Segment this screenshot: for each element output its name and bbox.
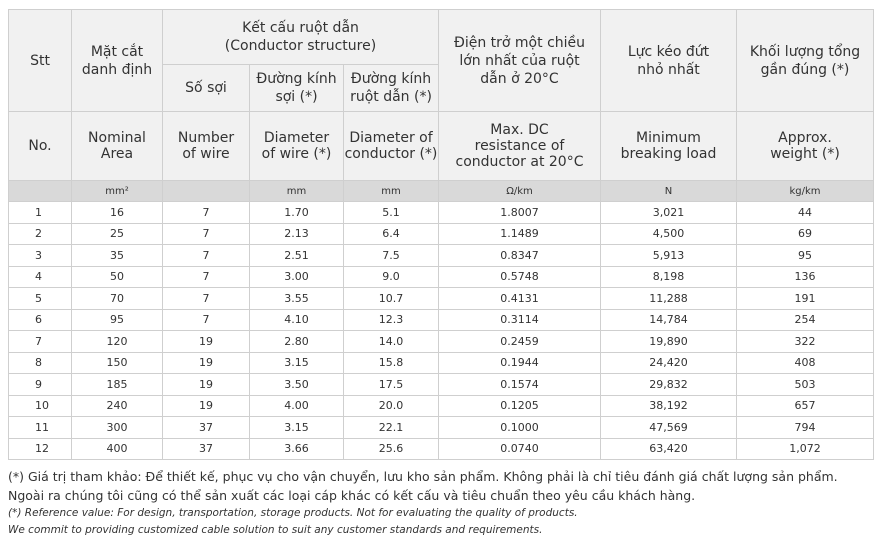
table-row xyxy=(9,309,874,331)
cell-weight: 1,072 xyxy=(737,438,874,460)
header-no-en: No. xyxy=(9,112,72,181)
cell-weight: 657 xyxy=(737,395,874,417)
cell-resistance: 0.1944 xyxy=(439,352,601,374)
cell-wires: 7 xyxy=(163,266,250,288)
cell-area: 35 xyxy=(72,245,163,267)
cell-resistance: 0.4131 xyxy=(439,288,601,310)
cell-no: 10 xyxy=(9,395,72,417)
table-row xyxy=(9,202,874,224)
units-row xyxy=(9,181,874,202)
header-stt: Stt xyxy=(9,10,72,112)
cell-area: 95 xyxy=(72,309,163,331)
cell-breaking: 3,021 xyxy=(601,202,737,224)
table-row xyxy=(9,266,874,288)
cell-wires: 19 xyxy=(163,331,250,353)
cell-wires: 19 xyxy=(163,352,250,374)
cell-weight: 191 xyxy=(737,288,874,310)
cell-wire-dia: 2.51 xyxy=(250,245,344,267)
cell-cond-dia: 25.6 xyxy=(344,438,439,460)
header-area-vi: Mặt cắt danh định xyxy=(72,10,163,112)
cell-breaking: 11,288 xyxy=(601,288,737,310)
cell-no: 8 xyxy=(9,352,72,374)
cell-wires: 7 xyxy=(163,223,250,245)
table-row xyxy=(9,331,874,353)
cell-breaking: 38,192 xyxy=(601,395,737,417)
footnote-vi-1: (*) Giá trị tham khảo: Để thiết kế, phục vụ cho vận chuyển, lưu kho sản phẩm. Không phải là chỉ tiêu đánh giá chất lượng sản phẩm. xyxy=(8,469,838,484)
table-body xyxy=(9,202,874,460)
cell-area: 16 xyxy=(72,202,163,224)
cell-wires: 7 xyxy=(163,245,250,267)
header-structure-vi: Kết cấu ruột dẫn xyxy=(242,20,359,36)
unit-wire-dia: mm xyxy=(250,181,344,202)
cell-area: 400 xyxy=(72,438,163,460)
header-cond-dia-vi: Đường kính ruột dẫn (*) xyxy=(344,65,439,112)
cell-no: 4 xyxy=(9,266,72,288)
table-row xyxy=(9,245,874,267)
table-row xyxy=(9,352,874,374)
cell-weight: 254 xyxy=(737,309,874,331)
cell-wires: 37 xyxy=(163,417,250,439)
cell-weight: 503 xyxy=(737,374,874,396)
cell-area: 25 xyxy=(72,223,163,245)
cell-no: 11 xyxy=(9,417,72,439)
cell-wire-dia: 3.66 xyxy=(250,438,344,460)
header-structure xyxy=(163,10,439,65)
cell-wires: 7 xyxy=(163,202,250,224)
cell-resistance: 0.1205 xyxy=(439,395,601,417)
cell-resistance: 0.1574 xyxy=(439,374,601,396)
cell-breaking: 63,420 xyxy=(601,438,737,460)
cell-no: 6 xyxy=(9,309,72,331)
table-row xyxy=(9,288,874,310)
cell-wire-dia: 4.00 xyxy=(250,395,344,417)
cell-no: 7 xyxy=(9,331,72,353)
cell-resistance: 0.8347 xyxy=(439,245,601,267)
cell-weight: 322 xyxy=(737,331,874,353)
cell-cond-dia: 9.0 xyxy=(344,266,439,288)
header-area-en: Nominal Area xyxy=(72,112,163,181)
cell-weight: 69 xyxy=(737,223,874,245)
cell-cond-dia: 20.0 xyxy=(344,395,439,417)
cell-area: 240 xyxy=(72,395,163,417)
cell-wire-dia: 1.70 xyxy=(250,202,344,224)
header-row-en xyxy=(9,112,874,181)
header-resistance-vi: Điện trở một chiều lớn nhất của ruột dẫn ở 20°C xyxy=(439,10,601,112)
cell-wire-dia: 3.55 xyxy=(250,288,344,310)
cell-breaking: 47,569 xyxy=(601,417,737,439)
unit-weight: kg/km xyxy=(737,181,874,202)
footnote-vi-2: Ngoài ra chúng tôi cũng có thể sản xuất các loại cáp khác có kết cấu và tiêu chuẩn theo yêu cầu khách hàng. xyxy=(8,488,696,503)
cell-resistance: 0.1000 xyxy=(439,417,601,439)
header-wire-dia-vi: Đường kính sợi (*) xyxy=(250,65,344,112)
unit-no xyxy=(9,181,72,202)
cell-no: 5 xyxy=(9,288,72,310)
cell-cond-dia: 7.5 xyxy=(344,245,439,267)
cell-wires: 7 xyxy=(163,309,250,331)
cell-area: 50 xyxy=(72,266,163,288)
unit-cond-dia: mm xyxy=(344,181,439,202)
cell-weight: 44 xyxy=(737,202,874,224)
cell-breaking: 8,198 xyxy=(601,266,737,288)
header-structure-en: (Conductor structure) xyxy=(224,38,377,54)
cell-breaking: 19,890 xyxy=(601,331,737,353)
header-wires-en: Number of wire xyxy=(163,112,250,181)
cell-wire-dia: 2.13 xyxy=(250,223,344,245)
header-wires-vi: Số sợi xyxy=(163,65,250,112)
cell-cond-dia: 10.7 xyxy=(344,288,439,310)
cell-wire-dia: 2.80 xyxy=(250,331,344,353)
table-row xyxy=(9,438,874,460)
header-resistance-en: Max. DC resistance of conductor at 20°C xyxy=(439,112,601,181)
cell-wire-dia: 3.15 xyxy=(250,417,344,439)
cell-no: 2 xyxy=(9,223,72,245)
cell-area: 120 xyxy=(72,331,163,353)
cell-weight: 408 xyxy=(737,352,874,374)
cell-no: 9 xyxy=(9,374,72,396)
cell-weight: 136 xyxy=(737,266,874,288)
cell-resistance: 0.5748 xyxy=(439,266,601,288)
cell-area: 185 xyxy=(72,374,163,396)
cell-resistance: 1.8007 xyxy=(439,202,601,224)
cell-cond-dia: 14.0 xyxy=(344,331,439,353)
cell-weight: 95 xyxy=(737,245,874,267)
header-wire-dia-en: Diameter of wire (*) xyxy=(250,112,344,181)
header-weight-en: Approx. weight (*) xyxy=(737,112,874,181)
cell-wire-dia: 3.00 xyxy=(250,266,344,288)
table-row xyxy=(9,417,874,439)
header-breaking-en: Minimum breaking load xyxy=(601,112,737,181)
table-row xyxy=(9,223,874,245)
unit-area: mm² xyxy=(72,181,163,202)
unit-wires xyxy=(163,181,250,202)
header-weight-vi: Khối lượng tổng gần đúng (*) xyxy=(737,10,874,112)
cell-no: 3 xyxy=(9,245,72,267)
table-row xyxy=(9,374,874,396)
cell-cond-dia: 6.4 xyxy=(344,223,439,245)
cell-area: 300 xyxy=(72,417,163,439)
unit-resistance: Ω/km xyxy=(439,181,601,202)
cell-breaking: 24,420 xyxy=(601,352,737,374)
cell-resistance: 1.1489 xyxy=(439,223,601,245)
cell-wire-dia: 4.10 xyxy=(250,309,344,331)
cell-breaking: 5,913 xyxy=(601,245,737,267)
cell-cond-dia: 15.8 xyxy=(344,352,439,374)
cell-resistance: 0.2459 xyxy=(439,331,601,353)
cell-wire-dia: 3.50 xyxy=(250,374,344,396)
cell-breaking: 14,784 xyxy=(601,309,737,331)
cell-area: 150 xyxy=(72,352,163,374)
cell-resistance: 0.0740 xyxy=(439,438,601,460)
table-row xyxy=(9,395,874,417)
header-breaking-vi: Lực kéo đứt nhỏ nhất xyxy=(601,10,737,112)
cell-wire-dia: 3.15 xyxy=(250,352,344,374)
cell-weight: 794 xyxy=(737,417,874,439)
cell-cond-dia: 5.1 xyxy=(344,202,439,224)
cell-wires: 19 xyxy=(163,395,250,417)
footnote-en-1: (*) Reference value: For design, transportation, storage products. Not for evaluating the quality of products. xyxy=(8,507,578,519)
header-cond-dia-en: Diameter of conductor (*) xyxy=(344,112,439,181)
cell-cond-dia: 22.1 xyxy=(344,417,439,439)
conductor-spec-table xyxy=(8,9,874,460)
cell-area: 70 xyxy=(72,288,163,310)
cell-resistance: 0.3114 xyxy=(439,309,601,331)
unit-breaking: N xyxy=(601,181,737,202)
cell-cond-dia: 12.3 xyxy=(344,309,439,331)
cell-no: 12 xyxy=(9,438,72,460)
header-row-vi-top xyxy=(9,10,874,65)
cell-wires: 19 xyxy=(163,374,250,396)
footnote-en-2: We commit to providing customized cable solution to suit any customer standards and requirements. xyxy=(8,524,543,536)
cell-breaking: 29,832 xyxy=(601,374,737,396)
cell-no: 1 xyxy=(9,202,72,224)
cell-cond-dia: 17.5 xyxy=(344,374,439,396)
cell-wires: 37 xyxy=(163,438,250,460)
cell-breaking: 4,500 xyxy=(601,223,737,245)
cell-wires: 7 xyxy=(163,288,250,310)
